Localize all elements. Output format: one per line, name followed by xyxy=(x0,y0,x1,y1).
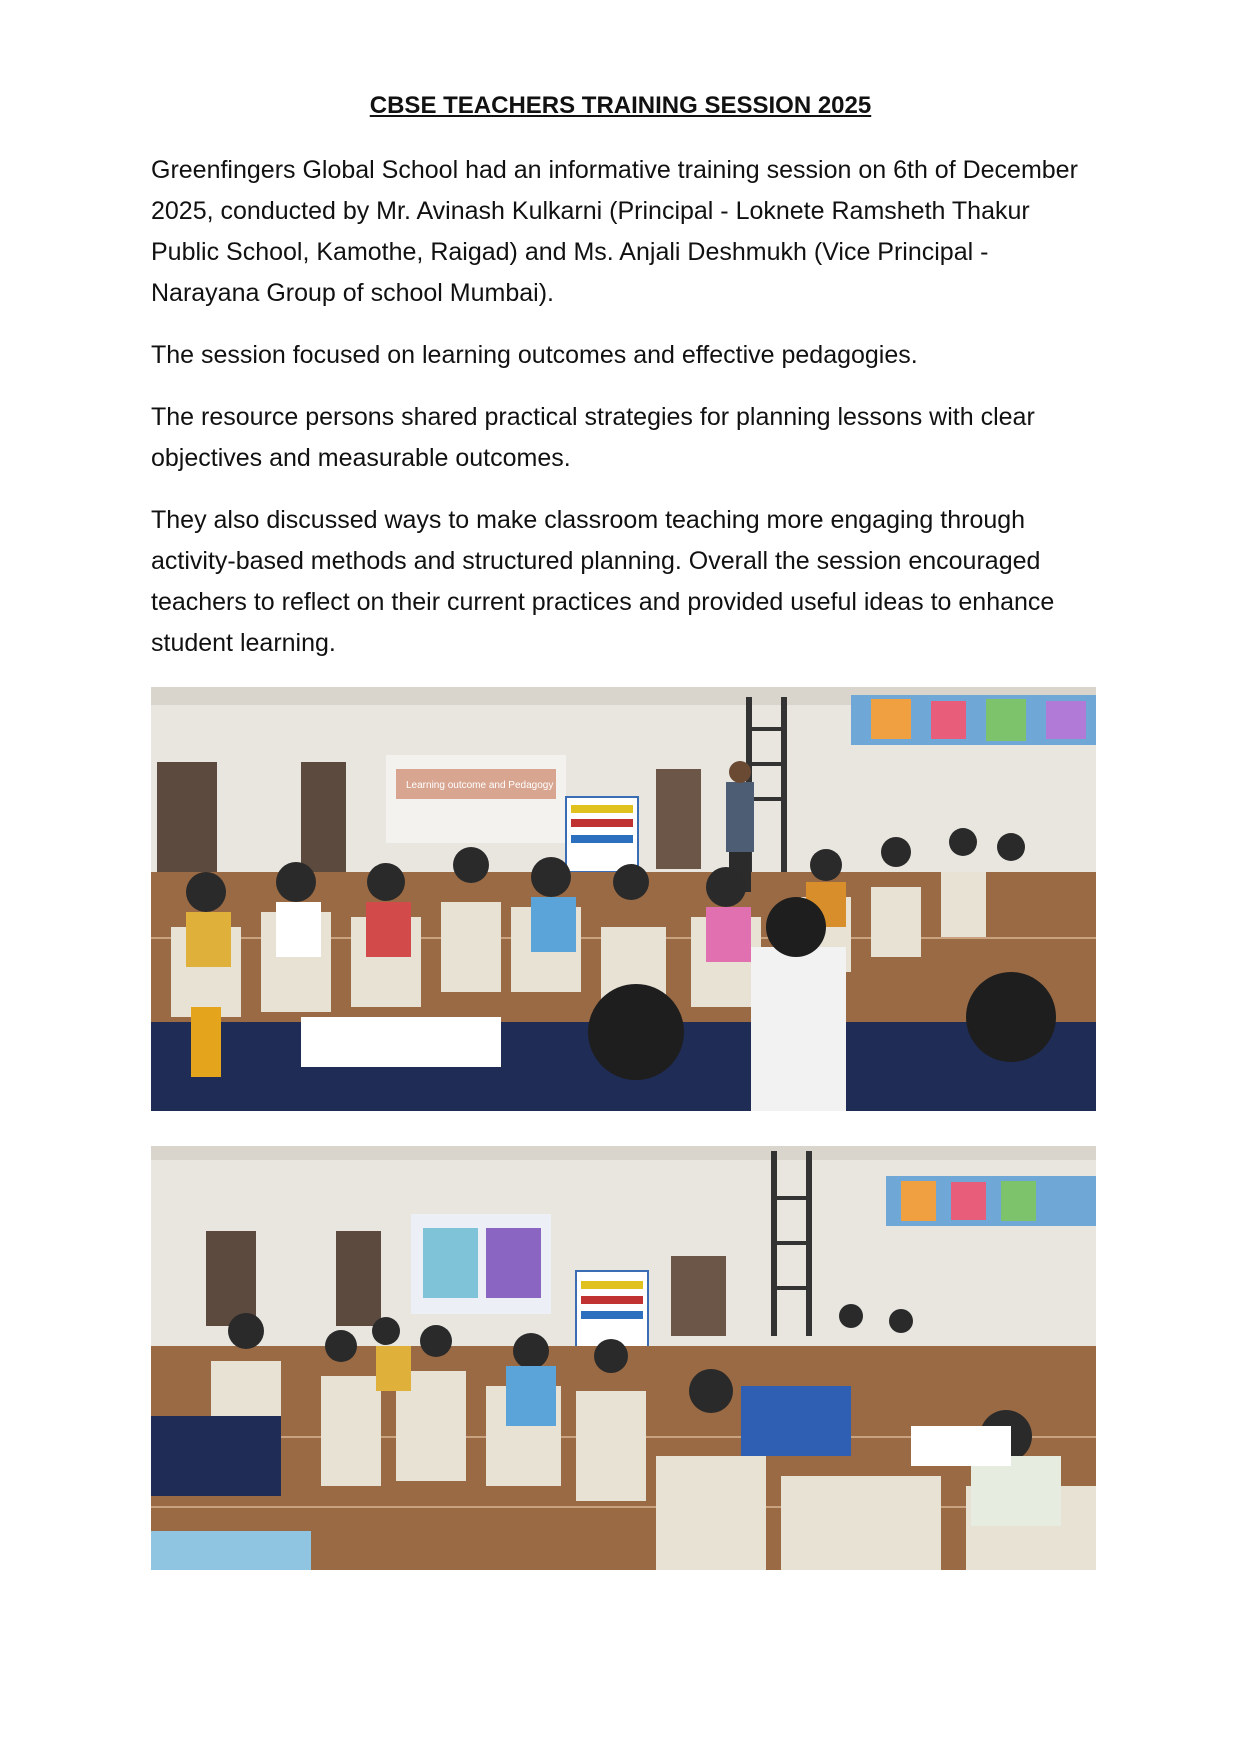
paragraph-intro: Greenfingers Global School had an informative training session on 6th of December 2025, conducted by Mr. Avinash Kulkarni (Principal - Loknete Ramsheth Thakur Public School, Kamothe, Raigad) and Ms. Anjali Deshmukh (Vice Principal - Narayana Group of school Mumbai). xyxy=(151,156,1078,307)
paragraph-discussion: They also discussed ways to make classroom teaching more engaging through activity-based methods and structured planning. Overall the session encouraged teachers to reflect on their current practices and provided useful ideas to enhance student learning. xyxy=(151,506,1055,657)
training-photo-2 xyxy=(151,1146,1096,1570)
training-photo-1-image xyxy=(151,687,1096,1111)
paragraph-focus: The session focused on learning outcomes and effective pedagogies. xyxy=(151,341,918,369)
document-body xyxy=(151,150,1101,685)
training-photo-2-image xyxy=(151,1146,1096,1570)
training-photo-1 xyxy=(151,687,1096,1111)
paragraph-strategies: The resource persons shared practical strategies for planning lessons with clear objectives and measurable outcomes. xyxy=(151,403,1035,472)
page-title: CBSE TEACHERS TRAINING SESSION 2025 xyxy=(369,92,872,119)
slide-title: Learning outcome and Pedagogy xyxy=(406,780,554,791)
